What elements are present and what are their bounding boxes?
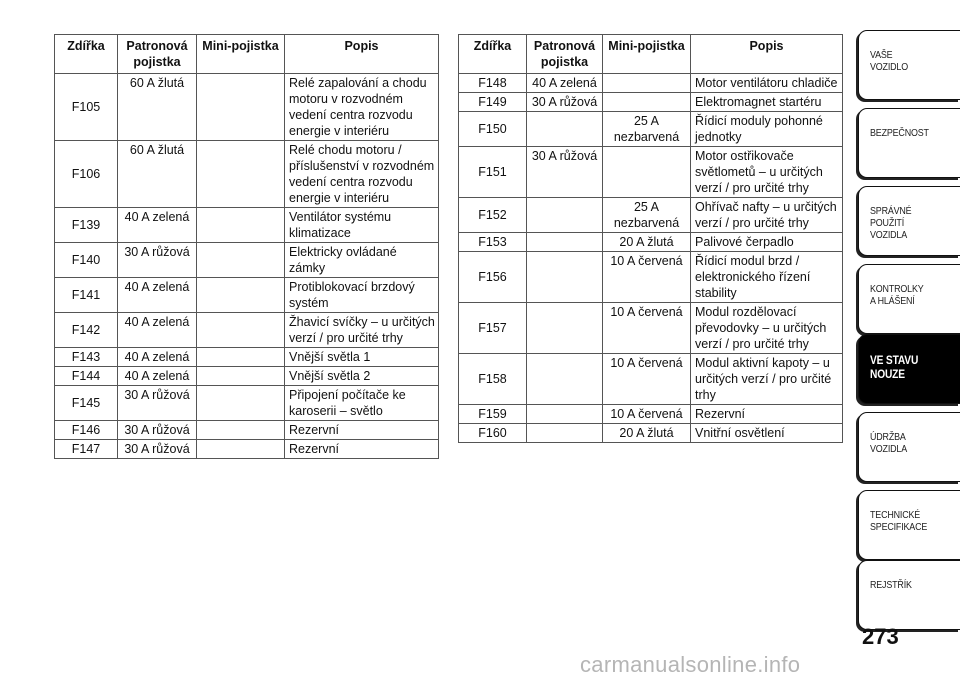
table-row bbox=[459, 198, 843, 233]
fuse-socket-id: F158 bbox=[459, 354, 527, 405]
fuse-socket-id: F151 bbox=[459, 147, 527, 198]
fuse-table-left-body bbox=[55, 74, 439, 459]
fuse-cartridge-value: 30 A růžová bbox=[118, 421, 197, 440]
table-row bbox=[55, 367, 439, 386]
chapter-tab[interactable] bbox=[858, 108, 960, 178]
fuse-cartridge-value bbox=[527, 252, 603, 303]
fuse-socket-id: F139 bbox=[55, 208, 118, 243]
fuse-cartridge-value: 30 A růžová bbox=[527, 93, 603, 112]
fuse-cartridge-value: 30 A růžová bbox=[118, 440, 197, 459]
header-desc: Popis bbox=[285, 35, 439, 74]
header-mini: Mini-pojistka bbox=[197, 35, 285, 74]
fuse-cartridge-value: 60 A žlutá bbox=[118, 141, 197, 208]
fuse-mini-value bbox=[603, 147, 691, 198]
fuse-socket-id: F140 bbox=[55, 243, 118, 278]
fuse-mini-value bbox=[197, 141, 285, 208]
fuse-description: Ventilátor systému klimatizace bbox=[285, 208, 439, 243]
fuse-description: Rezervní bbox=[691, 405, 843, 424]
fuse-description: Modul aktivní kapoty – u určitých verzí / pro určité trhy bbox=[691, 354, 843, 405]
fuse-mini-value bbox=[603, 74, 691, 93]
header-mini: Mini-pojistka bbox=[603, 35, 691, 74]
fuse-mini-value: 10 A červená bbox=[603, 252, 691, 303]
fuse-description: Elektromagnet startéru bbox=[691, 93, 843, 112]
fuse-table-left bbox=[54, 34, 439, 459]
table-row bbox=[459, 233, 843, 252]
fuse-description: Elektricky ovládané zámky bbox=[285, 243, 439, 278]
chapter-tab[interactable] bbox=[858, 412, 960, 482]
fuse-description: Motor ostřikovače světlometů – u určitých verzí / pro určité trhy bbox=[691, 147, 843, 198]
fuse-description: Modul rozdělovací převodovky – u určitých verzí / pro určité trhy bbox=[691, 303, 843, 354]
fuse-table-right bbox=[458, 34, 843, 443]
fuse-mini-value: 25 A nezbarvená bbox=[603, 112, 691, 147]
fuse-socket-id: F153 bbox=[459, 233, 527, 252]
table-row bbox=[459, 93, 843, 112]
fuse-mini-value: 25 A nezbarvená bbox=[603, 198, 691, 233]
fuse-socket-id: F106 bbox=[55, 141, 118, 208]
fuse-cartridge-value bbox=[527, 233, 603, 252]
table-row bbox=[459, 74, 843, 93]
fuse-mini-value bbox=[197, 313, 285, 348]
fuse-mini-value: 20 A žlutá bbox=[603, 233, 691, 252]
chapter-tab[interactable] bbox=[858, 30, 960, 100]
fuse-socket-id: F105 bbox=[55, 74, 118, 141]
fuse-mini-value bbox=[197, 74, 285, 141]
fuse-cartridge-value: 30 A růžová bbox=[527, 147, 603, 198]
chapter-tab-label: SPRÁVNÉ POUŽITÍ VOZIDLA bbox=[870, 205, 912, 241]
table-row bbox=[55, 141, 439, 208]
fuse-description: Palivové čerpadlo bbox=[691, 233, 843, 252]
fuse-description: Ohřívač nafty – u určitých verzí / pro určité trhy bbox=[691, 198, 843, 233]
table-row bbox=[55, 421, 439, 440]
table-row bbox=[459, 424, 843, 443]
fuse-socket-id: F156 bbox=[459, 252, 527, 303]
table-row bbox=[55, 278, 439, 313]
chapter-tab-label: REJSTŘÍK bbox=[870, 579, 912, 591]
fuse-cartridge-value bbox=[527, 354, 603, 405]
page-number: 273 bbox=[862, 624, 899, 649]
chapter-tab[interactable] bbox=[858, 186, 960, 256]
chapter-tab[interactable] bbox=[858, 490, 960, 560]
fuse-description: Vnější světla 2 bbox=[285, 367, 439, 386]
fuse-cartridge-value: 40 A zelená bbox=[118, 278, 197, 313]
fuse-cartridge-value: 30 A růžová bbox=[118, 243, 197, 278]
fuse-description: Relé chodu motoru / příslušenství v rozvodném vedení centra rozvodu energie v interiéru bbox=[285, 141, 439, 208]
fuse-cartridge-value: 40 A zelená bbox=[527, 74, 603, 93]
fuse-table-right-body bbox=[459, 74, 843, 443]
table-row bbox=[459, 405, 843, 424]
fuse-socket-id: F142 bbox=[55, 313, 118, 348]
chapter-tab[interactable] bbox=[858, 560, 960, 630]
table-row bbox=[55, 440, 439, 459]
fuse-cartridge-value bbox=[527, 303, 603, 354]
header-cartridge: Patronová pojistka bbox=[118, 35, 197, 74]
fuse-socket-id: F152 bbox=[459, 198, 527, 233]
chapter-tab[interactable] bbox=[858, 334, 960, 404]
chapter-tab-label: KONTROLKY A HLÁŠENÍ bbox=[870, 283, 924, 307]
fuse-mini-value bbox=[197, 278, 285, 313]
fuse-cartridge-value bbox=[527, 405, 603, 424]
chapter-tab-label: BEZPEČNOST bbox=[870, 127, 929, 139]
fuse-cartridge-value: 40 A zelená bbox=[118, 208, 197, 243]
fuse-description: Vnitřní osvětlení bbox=[691, 424, 843, 443]
table-row bbox=[55, 74, 439, 141]
fuse-mini-value: 10 A červená bbox=[603, 303, 691, 354]
fuse-cartridge-value bbox=[527, 424, 603, 443]
fuse-socket-id: F160 bbox=[459, 424, 527, 443]
fuse-cartridge-value: 40 A zelená bbox=[118, 348, 197, 367]
chapter-tab-label: ÚDRŽBA VOZIDLA bbox=[870, 431, 908, 455]
fuse-description: Protiblokovací brzdový systém bbox=[285, 278, 439, 313]
fuse-cartridge-value: 40 A zelená bbox=[118, 367, 197, 386]
header-cartridge: Patronová pojistka bbox=[527, 35, 603, 74]
watermark: carmanualsonline.info bbox=[580, 652, 801, 677]
chapter-tab-label: TECHNICKÉ SPECIFIKACE bbox=[870, 509, 928, 533]
table-row bbox=[459, 354, 843, 405]
fuse-socket-id: F157 bbox=[459, 303, 527, 354]
table-row bbox=[55, 386, 439, 421]
fuse-description: Rezervní bbox=[285, 421, 439, 440]
fuse-cartridge-value bbox=[527, 112, 603, 147]
fuse-mini-value bbox=[197, 440, 285, 459]
fuse-mini-value bbox=[603, 93, 691, 112]
chapter-tab[interactable] bbox=[858, 264, 960, 334]
fuse-description: Řídicí moduly pohonné jednotky bbox=[691, 112, 843, 147]
fuse-mini-value bbox=[197, 367, 285, 386]
fuse-mini-value bbox=[197, 208, 285, 243]
fuse-mini-value: 10 A červená bbox=[603, 405, 691, 424]
table-row bbox=[459, 303, 843, 354]
fuse-cartridge-value bbox=[527, 198, 603, 233]
fuse-socket-id: F143 bbox=[55, 348, 118, 367]
fuse-socket-id: F148 bbox=[459, 74, 527, 93]
fuse-description: Řídicí modul brzd / elektronického řízení stability bbox=[691, 252, 843, 303]
fuse-mini-value bbox=[197, 348, 285, 367]
chapter-tab-label: VE STAVU NOUZE bbox=[870, 353, 919, 381]
fuse-description: Rezervní bbox=[285, 440, 439, 459]
header-socket: Zdířka bbox=[55, 35, 118, 74]
fuse-socket-id: F149 bbox=[459, 93, 527, 112]
fuse-cartridge-value: 30 A růžová bbox=[118, 386, 197, 421]
fuse-mini-value bbox=[197, 386, 285, 421]
header-socket: Zdířka bbox=[459, 35, 527, 74]
fuse-description: Vnější světla 1 bbox=[285, 348, 439, 367]
fuse-mini-value bbox=[197, 243, 285, 278]
table-row bbox=[55, 313, 439, 348]
fuse-description: Motor ventilátoru chladiče bbox=[691, 74, 843, 93]
table-header-row bbox=[459, 35, 843, 74]
table-row bbox=[55, 348, 439, 367]
fuse-mini-value: 10 A červená bbox=[603, 354, 691, 405]
table-row bbox=[459, 147, 843, 198]
fuse-description: Připojení počítače ke karoserii – světlo bbox=[285, 386, 439, 421]
table-row bbox=[459, 112, 843, 147]
table-row bbox=[55, 243, 439, 278]
fuse-socket-id: F150 bbox=[459, 112, 527, 147]
fuse-socket-id: F159 bbox=[459, 405, 527, 424]
fuse-cartridge-value: 60 A žlutá bbox=[118, 74, 197, 141]
table-row bbox=[459, 252, 843, 303]
fuse-socket-id: F145 bbox=[55, 386, 118, 421]
fuse-cartridge-value: 40 A zelená bbox=[118, 313, 197, 348]
fuse-socket-id: F147 bbox=[55, 440, 118, 459]
chapter-tab-label: VAŠE VOZIDLO bbox=[870, 49, 908, 73]
fuse-socket-id: F141 bbox=[55, 278, 118, 313]
fuse-mini-value: 20 A žlutá bbox=[603, 424, 691, 443]
header-desc: Popis bbox=[691, 35, 843, 74]
fuse-mini-value bbox=[197, 421, 285, 440]
fuse-socket-id: F146 bbox=[55, 421, 118, 440]
fuse-description: Žhavicí svíčky – u určitých verzí / pro určité trhy bbox=[285, 313, 439, 348]
fuse-description: Relé zapalování a chodu motoru v rozvodném vedení centra rozvodu energie v interiéru bbox=[285, 74, 439, 141]
table-header-row bbox=[55, 35, 439, 74]
table-row bbox=[55, 208, 439, 243]
fuse-socket-id: F144 bbox=[55, 367, 118, 386]
